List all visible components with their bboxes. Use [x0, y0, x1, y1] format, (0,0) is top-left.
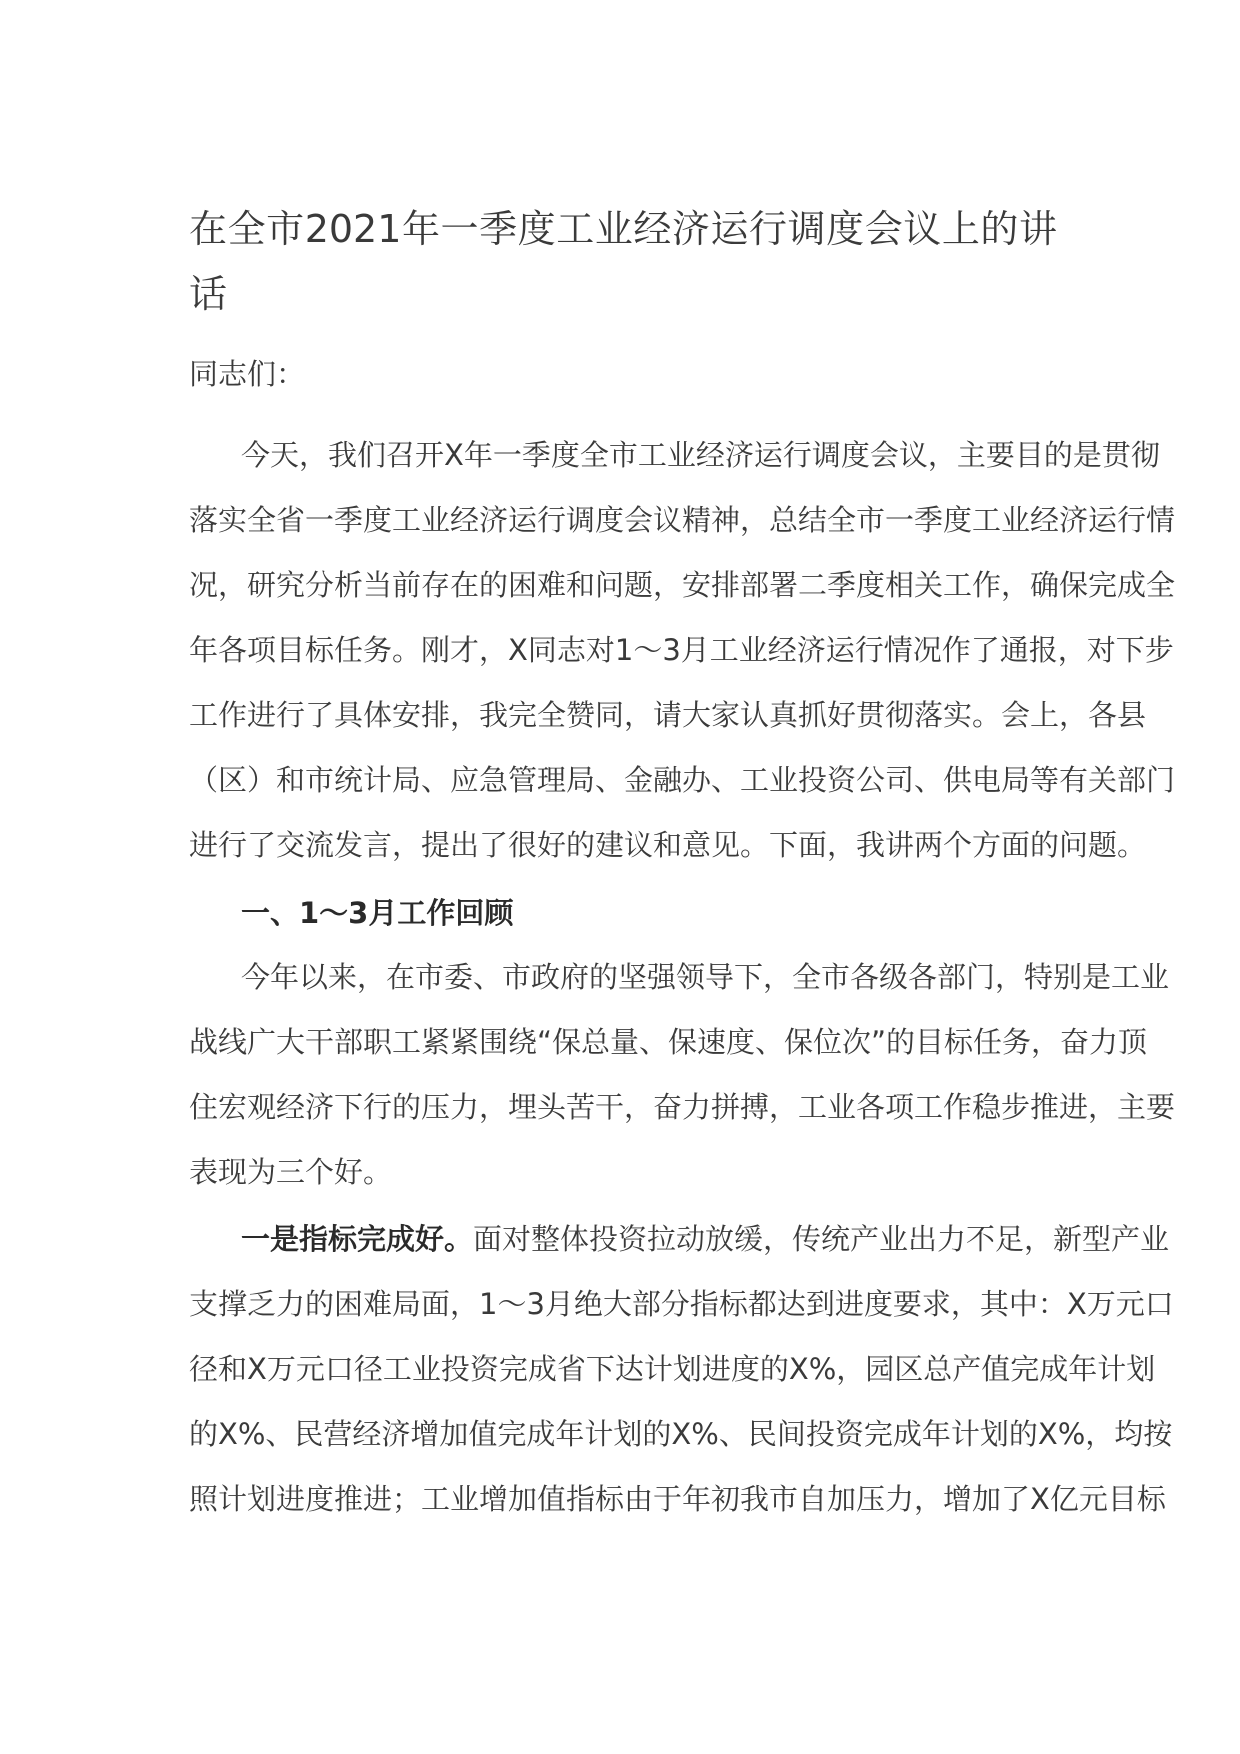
text-line: 支撑乏力的困难局面，1～3月绝大部分指标都达到进度要求，其中：X万元口 — [189, 1287, 1174, 1321]
text-line: 落实全省一季度工业经济运行调度会议精神，总结全市一季度工业经济运行情 — [189, 503, 1176, 537]
text-line: 进行了交流发言，提出了很好的建议和意见。下面，我讲两个方面的问题。 — [189, 828, 1147, 862]
text-line: 径和X万元口径工业投资完成省下达计划进度的X%，园区总产值完成年计划 — [189, 1352, 1156, 1386]
salutation-text: 同志们： — [189, 357, 306, 391]
text-span: 面对整体投资拉动放缓，传统产业出力不足，新型产业 — [473, 1222, 1170, 1256]
section-heading — [189, 881, 1057, 946]
salutation — [189, 342, 1057, 407]
paragraph-indicators — [189, 1207, 1174, 1532]
text-line: 照计划进度推进；工业增加值指标由于年初我市自加压力，增加了X亿元目标 — [189, 1482, 1166, 1516]
text-line — [189, 1207, 1170, 1272]
paragraph-review — [189, 945, 1176, 1205]
text-line: 的X%、民营经济增加值完成年计划的X%、民间投资完成年计划的X%，均按 — [189, 1417, 1173, 1451]
text-line: 况，研究分析当前存在的困难和问题，安排部署二季度相关工作，确保完成全 — [189, 568, 1176, 602]
heading-text: 一、1～3月工作回顾 — [241, 896, 514, 930]
paragraph-opening — [189, 423, 1176, 878]
text-line: 战线广大干部职工紧紧围绕“保总量、保速度、保位次”的目标任务，奋力顶 — [189, 1025, 1148, 1059]
lead-phrase: 一是指标完成好。 — [241, 1222, 474, 1256]
text-line: 工作进行了具体安排，我完全赞同，请大家认真抓好贯彻落实。会上，各县 — [189, 698, 1147, 732]
text-line: 今年以来，在市委、市政府的坚强领导下，全市各级各部门，特别是工业 — [241, 960, 1170, 994]
text-line: 今天，我们召开X年一季度全市工业经济运行调度会议，主要目的是贯彻 — [241, 438, 1160, 472]
text-line: （区）和市统计局、应急管理局、金融办、工业投资公司、供电局等有关部门 — [189, 763, 1176, 797]
title-line: 在全市2021年一季度工业经济运行调度会议上的讲 — [189, 207, 1057, 251]
text-line: 住宏观经济下行的压力，埋头苦干，奋力拼搏，工业各项工作稳步推进，主要 — [189, 1090, 1176, 1124]
text-line: 年各项目标任务。刚才，X同志对1～3月工业经济运行情况作了通报，对下步 — [189, 633, 1174, 667]
title-line: 话 — [189, 272, 228, 316]
text-line: 表现为三个好。 — [189, 1155, 393, 1189]
document-title — [189, 197, 1057, 327]
